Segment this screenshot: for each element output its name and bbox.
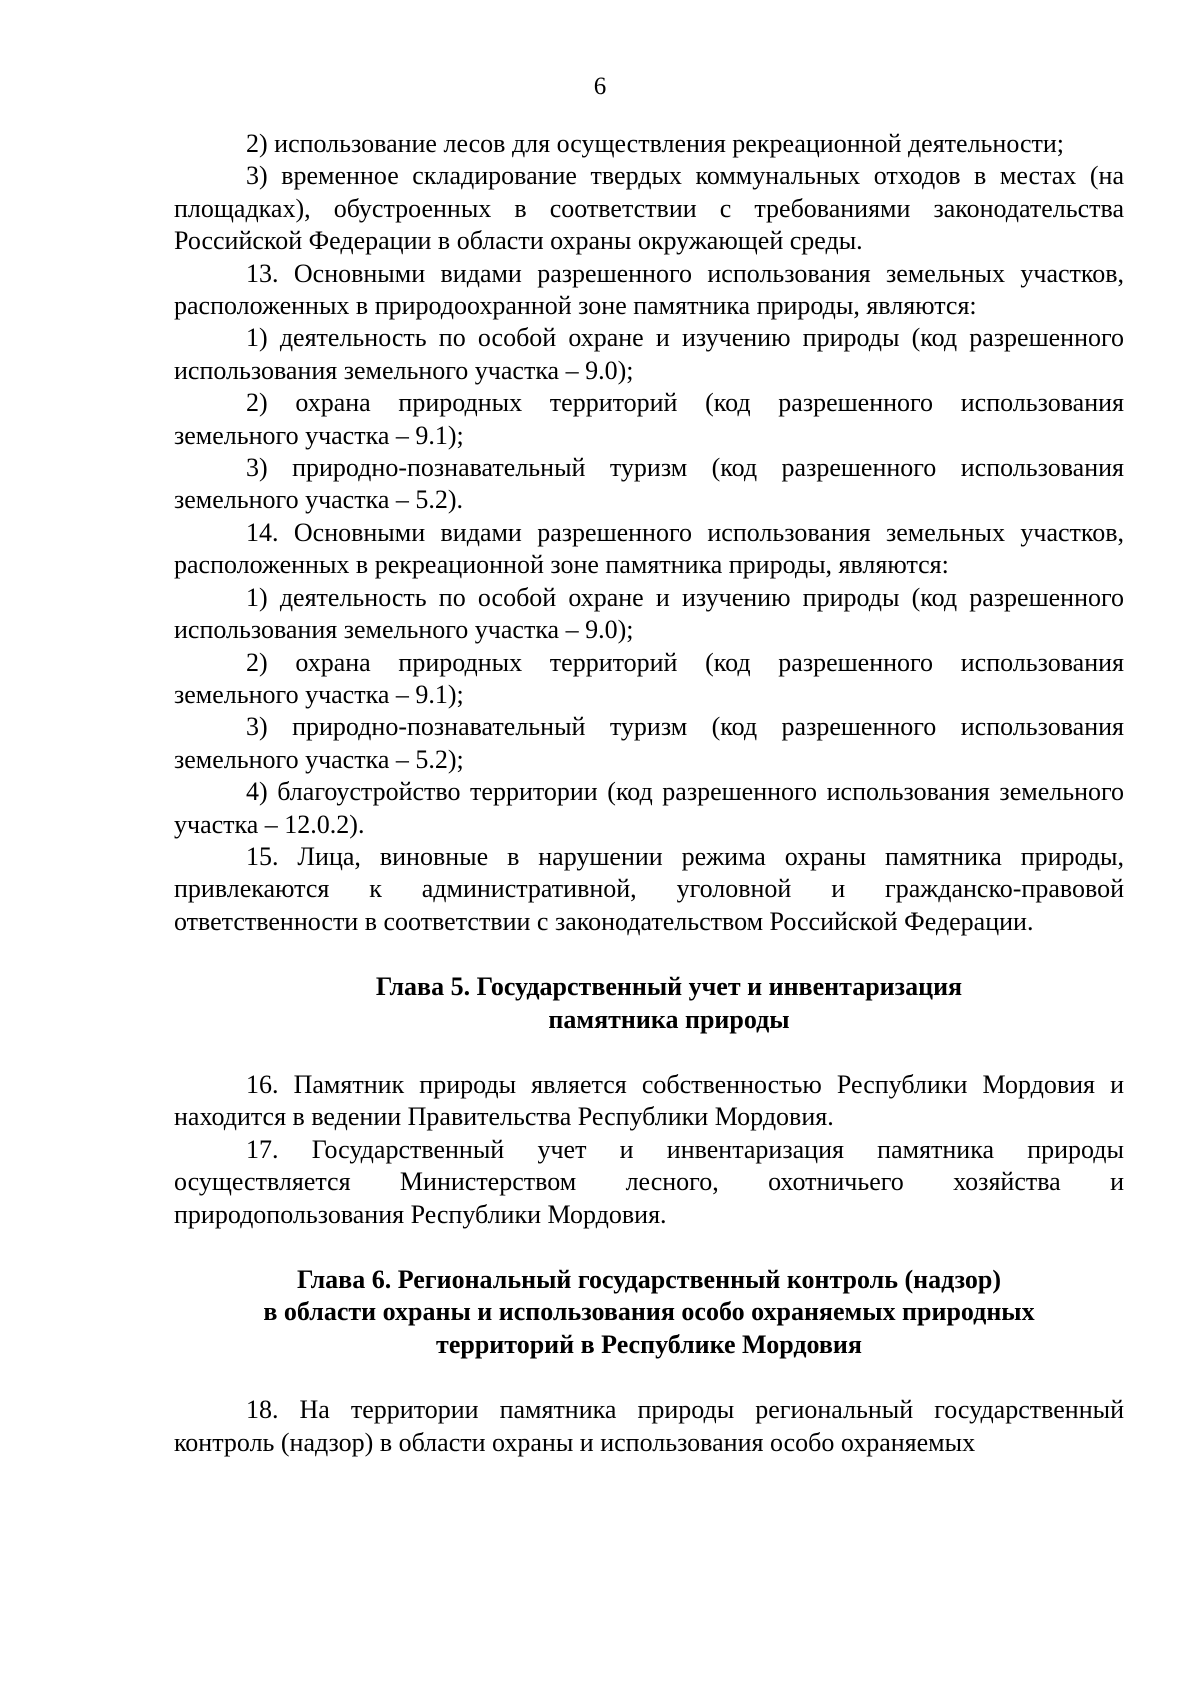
paragraph-13: 13. Основными видами разрешенного использования земельных участков, расположенных в природоохранной зоне памятника природы, являются: [174,258,1124,321]
paragraph-14-item-2: 2) охрана природных территорий (код разрешенного использования земельного участка – 9.1); [174,647,1124,709]
chapter-5-heading-line-2: памятника природы [548,1004,790,1034]
chapter-5-heading-line-1: Глава 5. Государственный учет и инвентаризация [375,972,963,1002]
paragraph-18: 18. На территории памятника природы региональный государственный контроль (надзор) в области охраны и использования особо охраняемых [174,1395,1124,1457]
paragraph-17: 17. Государственный учет и инвентаризация памятника природы осуществляется Министерством лесного, охотничьего хозяйства и природопользования Республики Мордовия. [174,1134,1124,1229]
chapter-6-heading-line-2: в области охраны и использования особо охраняемых природных [263,1297,1035,1327]
page-number: 6 [593,73,607,100]
chapter-6-heading-line-1: Глава 6. Региональный государственный контроль (надзор) [296,1265,1002,1294]
paragraph-14-item-4: 4) благоустройство территории (код разрешенного использования земельного участка – 12.0.2). [174,777,1124,839]
paragraph-item-3-waste: 3) временное складирование твердых коммунальных отходов в местах (на площадках), обустроенных в соответствии с требованиями законодательства Российской Федерации в области охраны окружающей среды. [174,161,1124,256]
paragraph-13-item-1: 1) деятельность по особой охране и изучению природы (код разрешенного использования земельного участка – 9.0); [174,323,1124,385]
paragraph-item-2-recreation: 2) использование лесов для осуществления рекреационной деятельности; [246,129,1065,158]
paragraph-14-item-1: 1) деятельность по особой охране и изучению природы (код разрешенного использования земельного участка – 9.0); [174,582,1124,645]
paragraph-13-item-2: 2) охрана природных территорий (код разрешенного использования земельного участка – 9.1); [174,388,1124,450]
paragraph-13-item-3: 3) природно-познавательный туризм (код разрешенного использования земельного участка – 5.2). [174,453,1124,515]
document-body [174,128,1124,1459]
chapter-6-heading [174,1264,1124,1361]
paragraph-14: 14. Основными видами разрешенного использования земельных участков, расположенных в рекреационной зоне памятника природы, являются: [174,517,1124,580]
chapter-5-heading [174,971,1124,1036]
paragraph-16: 16. Памятник природы является собственностью Республики Мордовия и находится в ведении Правительства Республики Мордовия. [174,1069,1124,1132]
chapter-6-heading-line-3: территорий в Республике Мордовия [436,1329,862,1359]
paragraph-15: 15. Лица, виновные в нарушении режима охраны памятника природы, привлекаются к административной, уголовной и гражданско-правовой ответственности в соответствии с законодательством Российской Федерации. [174,841,1124,936]
paragraph-14-item-3: 3) природно-познавательный туризм (код разрешенного использования земельного участка – 5.2); [174,712,1124,774]
